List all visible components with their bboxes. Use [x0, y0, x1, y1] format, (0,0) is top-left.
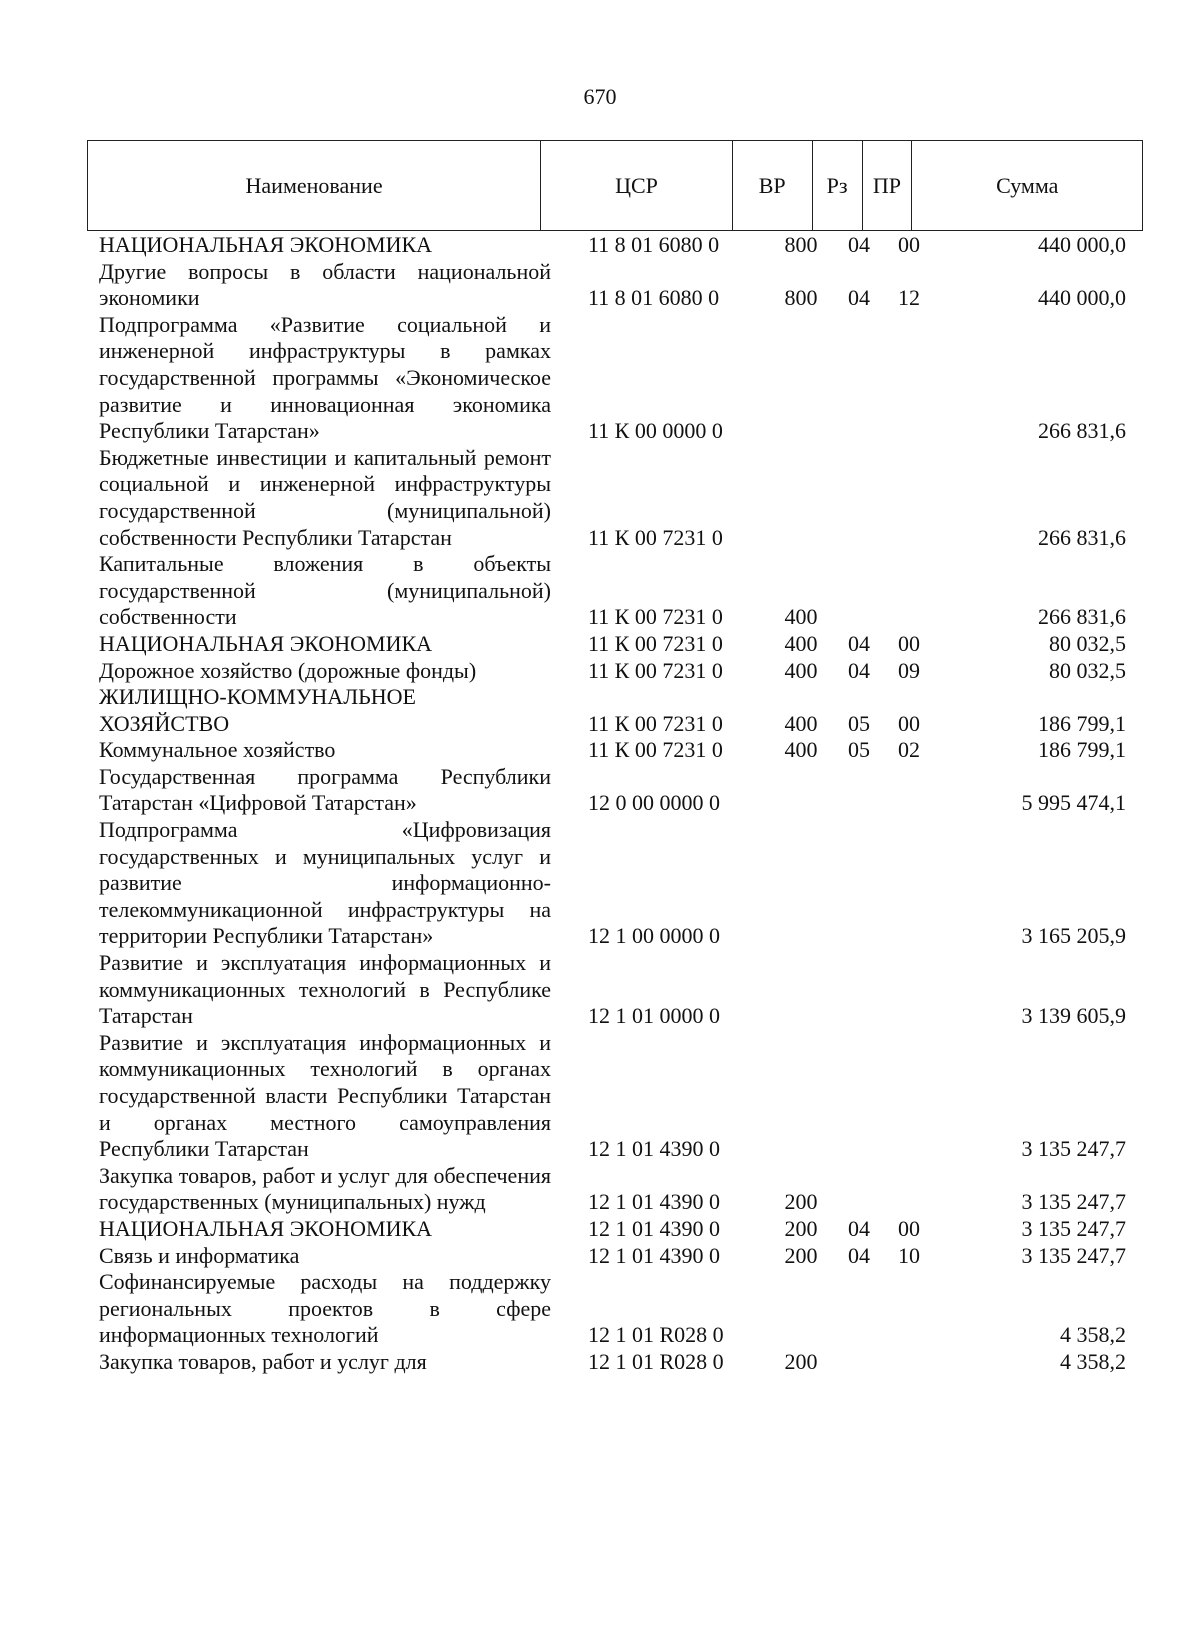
cell-name: ЖИЛИЩНО-КОММУНАЛЬНОЕ ХОЗЯЙСТВО [99, 684, 416, 736]
cell-rz: 04 [848, 1215, 870, 1241]
cell-sum: 3 135 247,7 [1021, 1136, 1126, 1162]
cell-csr: 12 0 00 0000 0 [588, 790, 720, 816]
cell-vr: 200 [784, 1348, 818, 1374]
cell-name: Коммунальное хозяйство [99, 737, 336, 763]
cell-rz: 04 [848, 630, 870, 656]
cell-csr: 12 1 01 R028 0 [588, 1322, 724, 1348]
cell-csr: 11 К 00 0000 0 [588, 418, 723, 444]
header-sum: Сумма [996, 172, 1059, 198]
cell-csr: 11 К 00 7231 0 [588, 524, 723, 550]
cell-sum: 3 135 247,7 [1021, 1189, 1126, 1215]
cell-sum: 4 358,2 [1060, 1322, 1126, 1348]
table-row [0, 445, 1200, 551]
cell-csr: 12 1 01 R028 0 [588, 1348, 724, 1374]
table-row [0, 1216, 1200, 1243]
table-row [0, 232, 1200, 259]
cell-name: Закупка товаров, работ и услуг для обеспечения государственных (муниципальных) нужд [99, 1162, 551, 1215]
cell-csr: 12 1 00 0000 0 [588, 923, 720, 949]
cell-rz: 04 [848, 232, 870, 257]
cell-name: Закупка товаров, работ и услуг для [99, 1348, 427, 1374]
cell-csr: 12 1 01 0000 0 [588, 1003, 720, 1029]
cell-rz: 04 [848, 657, 870, 683]
table-row [0, 737, 1200, 764]
cell-csr: 12 1 01 4390 0 [588, 1189, 720, 1215]
cell-rz: 04 [848, 1242, 870, 1268]
table-row [0, 259, 1200, 312]
table-body [0, 232, 1200, 1376]
cell-csr: 11 К 00 7231 0 [588, 604, 723, 630]
cell-vr: 400 [784, 710, 818, 736]
cell-sum: 80 032,5 [1049, 657, 1126, 683]
cell-vr: 800 [784, 232, 818, 257]
cell-name: НАЦИОНАЛЬНАЯ ЭКОНОМИКА [99, 232, 433, 257]
cell-rz: 04 [848, 285, 870, 311]
cell-csr: 11 К 00 7231 0 [588, 657, 723, 683]
header-rz: Рз [813, 141, 863, 230]
table-row [0, 1243, 1200, 1270]
cell-sum: 3 135 247,7 [1021, 1215, 1126, 1241]
cell-csr: 11 К 00 7231 0 [588, 710, 723, 736]
cell-csr: 11 К 00 7231 0 [588, 630, 723, 656]
header-vr: ВР [733, 141, 813, 230]
cell-pr: 00 [898, 232, 920, 257]
cell-csr: 11 8 01 6080 0 [588, 232, 720, 257]
cell-pr: 10 [898, 1242, 920, 1268]
cell-pr: 00 [898, 630, 920, 656]
cell-name: Развитие и эксплуатация информационных и коммуникационных технологий в органах государственной власти Республики Татарстан и органах местного самоуправления Республики Татарстан [99, 1029, 551, 1162]
cell-name: Бюджетные инвестиции и капитальный ремонт социальной и инженерной инфраструктуры государственной (муниципальной) собственности Республики Татарстан [99, 444, 551, 550]
table-row [0, 1349, 1200, 1376]
table-row [0, 1030, 1200, 1163]
cell-name: Развитие и эксплуатация информационных и коммуникационных технологий в Республике Татарстан [99, 950, 551, 1029]
cell-name: Государственная программа Республики Татарстан «Цифровой Татарстан» [99, 763, 551, 816]
cell-vr: 400 [784, 737, 818, 763]
cell-sum: 3 135 247,7 [1021, 1242, 1126, 1268]
cell-sum: 266 831,6 [1038, 604, 1126, 630]
cell-sum: 440 000,0 [1038, 232, 1126, 257]
table-row [0, 551, 1200, 631]
table-row [0, 312, 1200, 445]
cell-csr: 12 1 01 4390 0 [588, 1242, 720, 1268]
cell-name: Капитальные вложения в объекты государственной (муниципальной) собственности [99, 551, 551, 630]
cell-pr: 00 [898, 710, 920, 736]
cell-vr: 800 [784, 285, 818, 311]
cell-sum: 3 139 605,9 [1021, 1003, 1126, 1029]
cell-sum: 186 799,1 [1038, 737, 1126, 763]
cell-sum: 186 799,1 [1038, 710, 1126, 736]
table-row [0, 631, 1200, 658]
cell-csr: 12 1 01 4390 0 [588, 1215, 720, 1241]
cell-name: Софинансируемые расходы на поддержку региональных проектов в сфере информационных технологий [99, 1269, 551, 1348]
cell-vr: 400 [784, 630, 818, 656]
table-row [0, 684, 1200, 737]
cell-name: Связь и информатика [99, 1242, 300, 1268]
cell-vr: 200 [784, 1215, 818, 1241]
table-row [0, 658, 1200, 685]
table-row [0, 950, 1200, 1030]
cell-name: НАЦИОНАЛЬНАЯ ЭКОНОМИКА [99, 1215, 433, 1241]
cell-sum: 266 831,6 [1038, 418, 1126, 444]
cell-vr: 200 [784, 1189, 818, 1215]
cell-sum: 5 995 474,1 [1021, 790, 1126, 816]
header-csr: ЦСР [541, 141, 733, 230]
table-header [87, 140, 1143, 231]
cell-csr: 11 К 00 7231 0 [588, 737, 723, 763]
cell-name: Подпрограмма «Цифровизация государственных и муниципальных услуг и развитие информационно-телекоммуникационной инфраструктуры на территории Республики Татарстан» [99, 817, 551, 949]
table-row [0, 1163, 1200, 1216]
cell-name: Дорожное хозяйство (дорожные фонды) [99, 657, 477, 683]
cell-sum: 3 165 205,9 [1021, 923, 1126, 949]
cell-pr: 00 [898, 1215, 920, 1241]
cell-sum: 4 358,2 [1060, 1348, 1126, 1374]
cell-name: НАЦИОНАЛЬНАЯ ЭКОНОМИКА [99, 630, 433, 656]
table-row [0, 1269, 1200, 1349]
cell-name: Подпрограмма «Развитие социальной и инженерной инфраструктуры в рамках государственной программы «Экономическое развитие и инновационная экономика Республики Татарстан» [99, 311, 551, 444]
cell-name: Другие вопросы в области национальной экономики [99, 258, 551, 311]
header-name: Наименование [88, 141, 541, 230]
cell-rz: 05 [848, 737, 870, 763]
cell-csr: 11 8 01 6080 0 [588, 285, 720, 311]
cell-vr: 200 [784, 1242, 818, 1268]
cell-vr: 400 [784, 657, 818, 683]
cell-rz: 05 [848, 710, 870, 736]
cell-sum: 266 831,6 [1038, 524, 1126, 550]
cell-sum: 440 000,0 [1038, 285, 1126, 311]
cell-pr: 02 [898, 737, 920, 763]
cell-pr: 12 [898, 285, 920, 311]
header-pr: ПР [863, 141, 913, 230]
cell-vr: 400 [784, 604, 818, 630]
cell-pr: 09 [898, 657, 920, 683]
cell-sum: 80 032,5 [1049, 630, 1126, 656]
page-number: 670 [583, 84, 617, 109]
table-row [0, 764, 1200, 817]
cell-csr: 12 1 01 4390 0 [588, 1136, 720, 1162]
table-row [0, 817, 1200, 950]
